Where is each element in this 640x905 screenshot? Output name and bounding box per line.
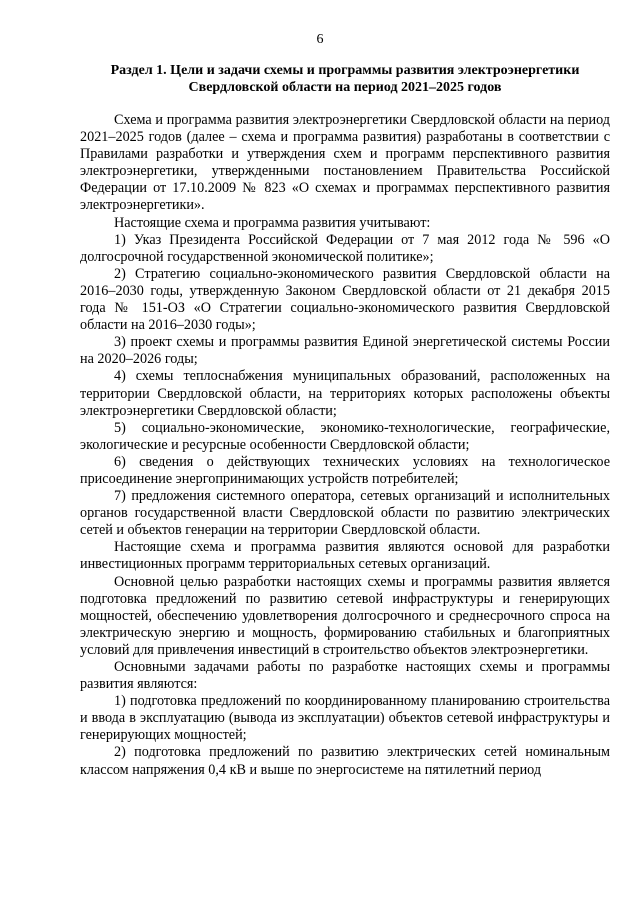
paragraph: Основными задачами работы по разработке настоящих схемы и программы развития являются: — [80, 659, 610, 693]
section-title-line-1: Раздел 1. Цели и задачи схемы и программы развития электроэнергетики — [110, 63, 580, 78]
list-item: 2) Стратегию социально-экономического развития Свердловской области на 2016–2030 годы, утвержденную Законом Свердловской области от 21 декабря 2015 года № 151-ОЗ «О Стратегии социально-экономического развития Свердловской области на 2016–2030 годы»; — [80, 265, 610, 334]
list-item: 2) подготовка предложений по развитию электрических сетей номинальным классом напряжения 0,4 кВ и выше по энергосистеме на пятилетний период — [80, 744, 610, 778]
paragraph: Схема и программа развития электроэнергетики Свердловской области на период 2021–2025 годов (далее – схема и программа развития) разработаны в соответствии с Правилами разработки и утверждения схем и программ перспективного развития электроэнергетики, утвержденными постановлением Правительства Российской Федерации от 17.10.2009 № 823 «О схемах и программах перспективного развития электроэнергетики». — [80, 112, 610, 214]
list-item: 6) сведения о действующих технических условиях на технологическое присоединение энергопринимающих устройств потребителей; — [80, 453, 610, 487]
list-item: 4) схемы теплоснабжения муниципальных образований, расположенных на территории Свердловской области, на территориях которых расположены объекты электроэнергетики Свердловской области; — [80, 368, 610, 419]
page-number: 6 — [316, 32, 324, 47]
list-item: 5) социально-экономические, экономико-технологические, географические, экологические и ресурсные особенности Свердловской области; — [80, 419, 610, 453]
list-item: 3) проект схемы и программы развития Единой энергетической системы России на 2020–2026 годы; — [80, 334, 610, 368]
paragraph: Основной целью разработки настоящих схемы и программы развития является подготовка предложений по развитию сетевой инфраструктуры и генерирующих мощностей, обеспечению удовлетворения долгосрочного и среднесрочного спроса на электрическую энергию и мощность, формированию стабильных и благоприятных условий для привлечения инвестиций в строительство объектов электроэнергетики. — [80, 573, 610, 658]
section-title-line-2: Свердловской области на период 2021–2025 годов — [188, 80, 502, 95]
list-item: 1) подготовка предложений по координированному планированию строительства и ввода в эксплуатацию (вывода из эксплуатации) объектов сетевой инфраструктуры и генерирующих мощностей; — [80, 693, 610, 744]
paragraph: Настоящие схема и программа развития являются основой для разработки инвестиционных программ территориальных сетевых организаций. — [80, 539, 610, 573]
list-item: 1) Указ Президента Российской Федерации от 7 мая 2012 года № 596 «О долгосрочной государственной экономической политике»; — [80, 231, 610, 265]
paragraph: Настоящие схема и программа развития учитывают: — [114, 214, 431, 231]
document-body — [80, 112, 610, 779]
list-item: 7) предложения системного оператора, сетевых организаций и исполнительных органов государственной власти Свердловской области по развитию электрических сетей и объектов генерации на территории Свердловской области. — [80, 488, 610, 539]
section-title — [80, 62, 610, 96]
